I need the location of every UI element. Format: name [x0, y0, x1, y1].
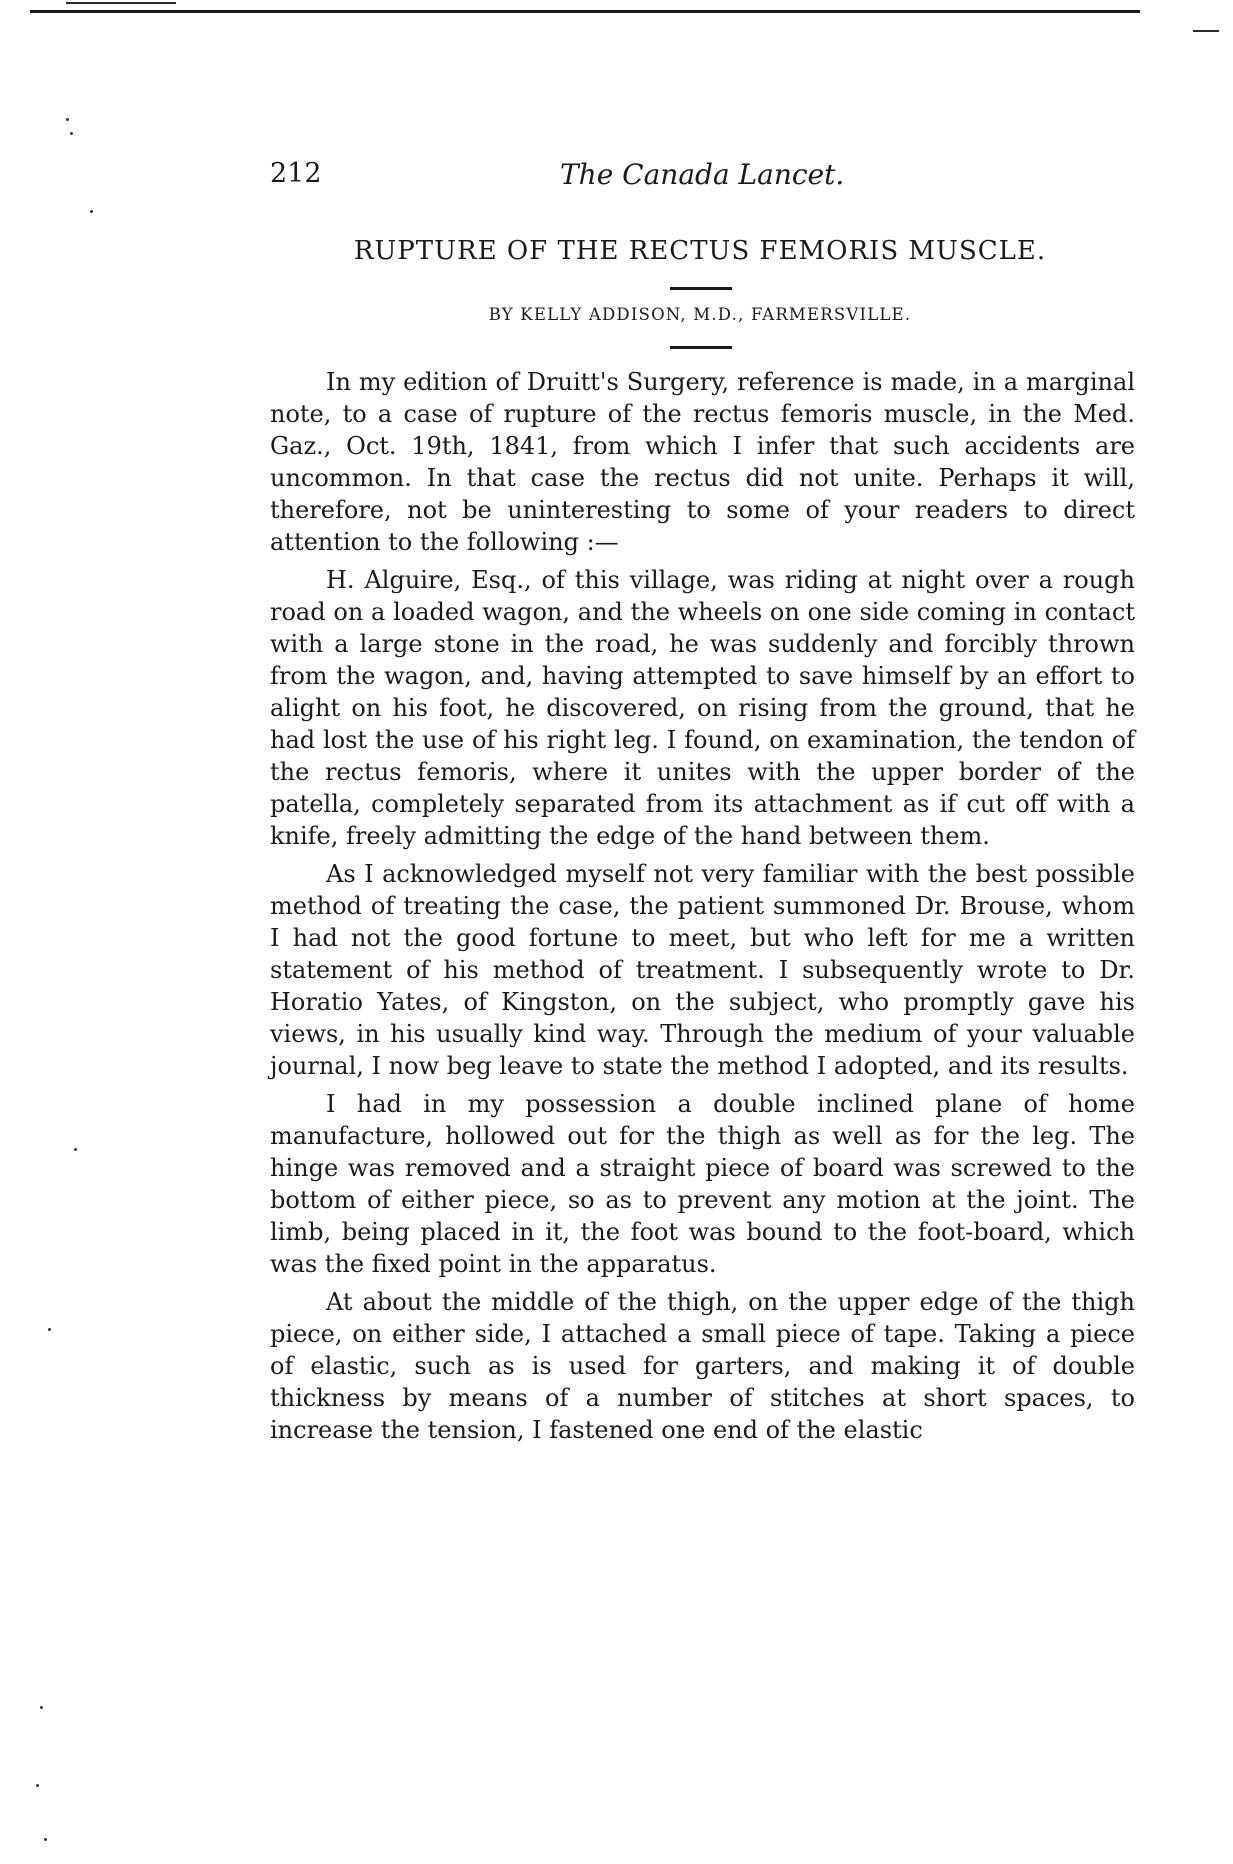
- margin-speck: [44, 1838, 47, 1841]
- paragraph: In my edition of Druitt's Surgery, reference is made, in a marginal note, to a case of rupture of the rectus femoris muscle, in the Med. Gaz., Oct. 19th, 1841, from which I infer that such accidents are uncommon. In that case the rectus did not unite. Perhaps it will, therefore, not be uninteresting to some of your readers to direct attention to the following :—: [270, 368, 1135, 556]
- margin-speck: [36, 1784, 39, 1787]
- paragraph: H. Alguire, Esq., of this village, was riding at night over a rough road on a loaded wagon, and the wheels on one side coming in contact with a large stone in the road, he was suddenly and forcibly thrown from the wagon, and, having attempted to save himself by an effort to alight on his foot, he discovered, on rising from the ground, that he had lost the use of his right leg. I found, on examination, the tendon of the rectus femoris, where it unites with the upper border of the patella, completely separated from its attachment as if cut off with a knife, freely admitting the edge of the hand between them.: [270, 566, 1135, 850]
- top-right-mark: [1193, 30, 1219, 32]
- paragraph: At about the middle of the thigh, on the upper edge of the thigh piece, on either side, I attached a small piece of tape. Taking a piece of elastic, such as is used for garters, and making it of double thickness by means of a number of stitches at short spaces, to increase the tension, I fastened one end of the elastic: [270, 1288, 1135, 1444]
- byline-divider: [670, 346, 732, 349]
- margin-speck: [48, 1328, 51, 1331]
- paragraph: As I acknowledged myself not very familiar with the best possible method of treating the case, the patient summoned Dr. Brouse, whom I had not the good fortune to meet, but who left for me a written statement of his method of treatment. I subsequently wrote to Dr. Horatio Yates, of Kingston, on the subject, who promptly gave his views, in his usually kind way. Through the medium of your valuable journal, I now beg leave to state the method I adopted, and its results.: [270, 860, 1135, 1080]
- margin-speck: [74, 1148, 77, 1151]
- article-body: [270, 366, 1135, 1452]
- top-border-fragment: [66, 2, 176, 4]
- top-border-rule: [30, 10, 1140, 13]
- running-title: The Canada Lancet.: [560, 158, 845, 191]
- margin-speck: [40, 1706, 43, 1709]
- page-header: [270, 158, 1130, 198]
- page-number: 212: [270, 158, 322, 189]
- margin-speck: [70, 132, 73, 135]
- title-divider: [670, 287, 732, 290]
- margin-speck: [90, 210, 93, 213]
- margin-speck: [66, 118, 69, 121]
- paragraph: I had in my possession a double inclined plane of home manufacture, hollowed out for the thigh as well as for the leg. The hinge was removed and a straight piece of board was screwed to the bottom of either piece, so as to prevent any motion at the joint. The limb, being placed in it, the foot was bound to the foot-board, which was the fixed point in the apparatus.: [270, 1090, 1135, 1278]
- article-title: RUPTURE OF THE RECTUS FEMORIS MUSCLE.: [353, 236, 1047, 266]
- article-byline: BY KELLY ADDISON, M.D., FARMERSVILLE.: [488, 305, 912, 324]
